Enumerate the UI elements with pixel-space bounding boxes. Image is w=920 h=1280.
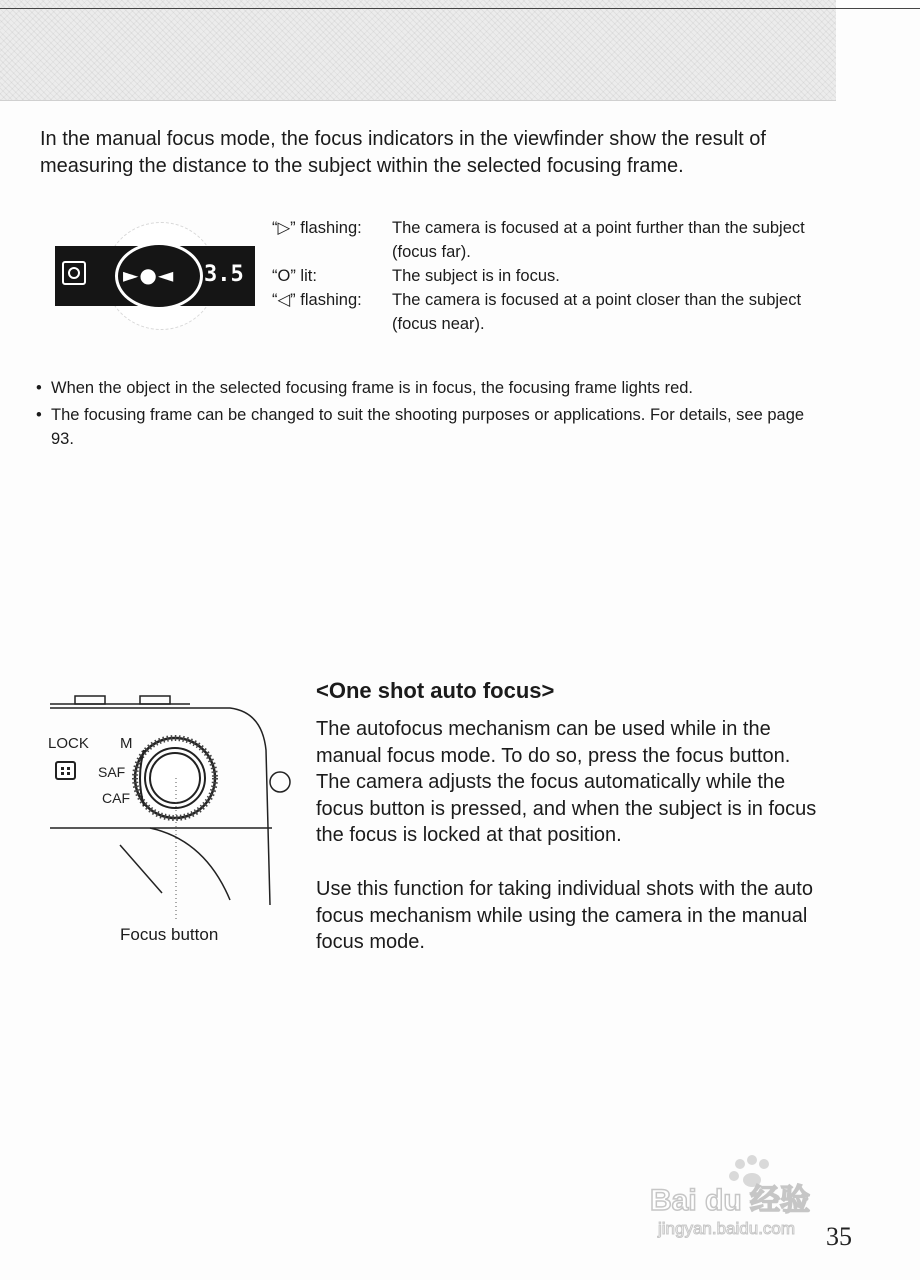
paw-icon [729,1155,769,1187]
legend-desc: The subject is in focus. [392,267,560,285]
legend-desc: The camera is focused at a point closer than the subject (focus near). [392,291,802,333]
notes-list [36,376,826,454]
frame-selector-icon [56,762,75,779]
header-rule [0,8,920,9]
legend-row [272,288,832,336]
legend-key: “▷” flashing: [272,219,362,237]
m-label: M [120,735,133,752]
aperture-value: 3.5 [204,262,244,287]
intro-paragraph: In the manual focus mode, the focus indicators in the viewfinder show the result of measuring the distance to the subject within the selected focusing frame. [40,128,766,177]
saf-label: SAF [98,764,126,780]
section-body-usage: Use this function for taking individual shots with the auto focus mechanism while using the camera in the manual focus mode. [316,878,813,953]
lock-label: LOCK [48,735,89,752]
watermark-brand: Bai du 经验 [650,1184,811,1217]
legend-key: “◁” flashing: [272,291,362,309]
focus-indicators: ►●◄ [123,263,175,287]
section-body: The autofocus mechanism can be used while in the manual focus mode. To do so, press the focus button. The camera adjusts the focus automatically while the focus button is pressed, and when the subject is in focus the focus is locked at that position. [316,718,817,846]
focus-frame-icon [62,261,86,285]
indicator-legend [272,216,832,336]
focus-mode-dial [135,738,215,818]
page-number: 35 [826,1222,852,1251]
note-item: • The focusing frame can be changed to suit the shooting purposes or applications. For details, see page 93. [36,403,826,451]
legend-key: “O” lit: [272,267,317,285]
legend-row [272,264,832,288]
watermark-url: jingyan.baidu.com [658,1219,796,1238]
focus-button-caption: Focus button [120,925,219,944]
header-band [0,0,836,101]
baidu-watermark [648,1152,838,1242]
legend-desc: The camera is focused at a point further than the subject (focus far). [392,219,805,261]
viewfinder-display [50,220,260,330]
section-title: <One shot auto focus> [316,678,555,703]
top-buttons [50,696,190,704]
note-item: • When the object in the selected focusing frame is in focus, the focusing frame lights red. [36,376,826,400]
caf-label: CAF [102,790,130,806]
legend-row [272,216,832,264]
camera-top-illustration [40,660,308,960]
